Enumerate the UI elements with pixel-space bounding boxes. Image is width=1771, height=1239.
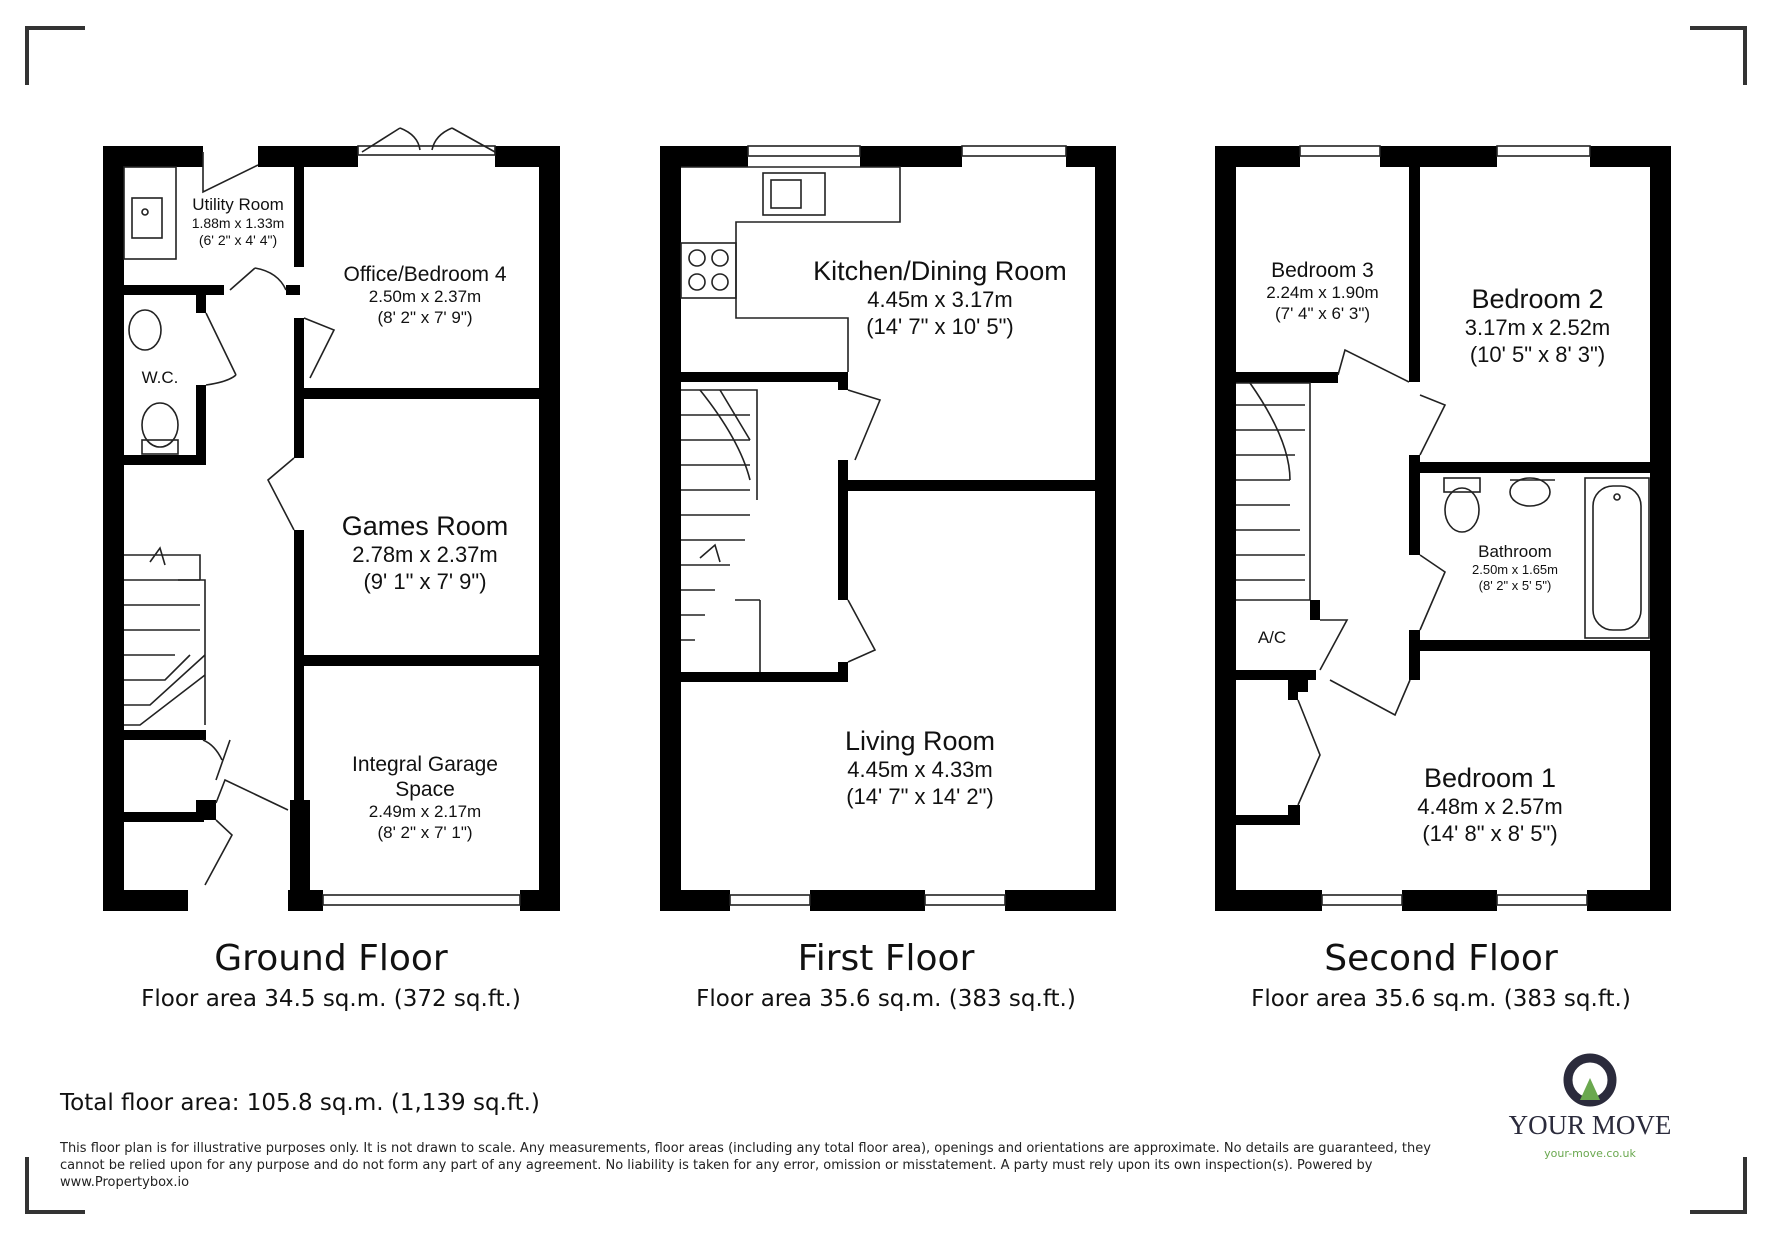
first-floor-area: Floor area 35.6 sq.m. (383 sq.ft.) [696, 986, 1076, 1012]
room-metric: 2.50m x 2.37m [368, 287, 482, 307]
room-utility [178, 195, 298, 249]
room-games-room [310, 510, 540, 595]
room-metric: 4.48m x 2.57m [1417, 794, 1563, 820]
room-metric: 2.78m x 2.37m [352, 542, 498, 568]
brand-block [1500, 1055, 1680, 1160]
room-imperial: (14' 8" x 8' 5") [1422, 820, 1558, 846]
brand-url: your-move.co.uk [1544, 1147, 1636, 1160]
room-metric: 2.24m x 1.90m [1266, 283, 1379, 303]
room-name: W.C. [141, 368, 179, 387]
room-name: Games Room [341, 511, 509, 541]
room-metric: 1.88m x 1.33m [191, 215, 285, 232]
room-name: A/C [1257, 628, 1287, 647]
ground-floor-title: Ground Floor [214, 938, 448, 979]
room-name: Bedroom 1 [1423, 763, 1557, 793]
room-name: Utility Room [192, 195, 284, 214]
room-wc [124, 368, 196, 388]
second-floor-title: Second Floor [1324, 938, 1558, 979]
room-name: Kitchen/Dining Room [813, 256, 1067, 286]
brand-name: YOUR MOVE [1508, 1110, 1672, 1140]
room-bedroom-2 [1430, 283, 1645, 368]
room-bathroom [1440, 542, 1590, 594]
first-floor-title: First Floor [797, 938, 975, 979]
room-imperial: (8' 2" x 7' 1") [377, 822, 473, 842]
room-metric: 2.50m x 1.65m [1472, 562, 1558, 578]
room-imperial: (9' 1" x 7' 9") [363, 568, 487, 594]
room-name: Bedroom 3 [1271, 259, 1374, 282]
room-name: Bathroom [1478, 542, 1552, 561]
room-imperial: (10' 5" x 8' 3") [1469, 341, 1606, 367]
room-metric: 3.17m x 2.52m [1464, 315, 1611, 341]
room-imperial: (6' 2" x 4' 4") [198, 232, 278, 249]
room-imperial: (8' 2" x 5' 5") [1478, 577, 1552, 593]
second-floor-area: Floor area 35.6 sq.m. (383 sq.ft.) [1251, 986, 1631, 1012]
room-bedroom-1 [1350, 762, 1630, 847]
room-name: Living Room [844, 726, 996, 756]
room-metric: 4.45m x 3.17m [867, 287, 1013, 313]
room-imperial: (14' 7" x 14' 2") [846, 783, 994, 809]
room-imperial: (7' 4" x 6' 3") [1274, 303, 1371, 323]
room-name: Office/Bedroom 4 [343, 263, 507, 286]
room-name-line1: Integral Garage [352, 753, 498, 776]
room-office-bedroom-4 [310, 262, 540, 328]
total-floor-area: Total floor area: 105.8 sq.m. (1,139 sq.ft.) [60, 1090, 540, 1116]
room-kitchen-dining [790, 255, 1090, 340]
disclaimer-text: This floor plan is for illustrative purposes only. It is not drawn to scale. Any measurements, floor areas (including any total floor area), openings and orientations are approximate. No details are guaranteed, they cannot be relied upon for any purpose and do not form any part of any agreement. No liability is taken for any error, omission or misstatement. A party must rely upon its own inspection(s). Powered by www.Propertybox.io [60, 1141, 1431, 1190]
room-name-line2: Space [395, 778, 455, 802]
room-integral-garage [310, 752, 540, 843]
room-bedroom-3 [1240, 258, 1405, 324]
room-metric: 2.49m x 2.17m [368, 802, 482, 822]
room-name: Bedroom 2 [1471, 284, 1604, 314]
room-living-room [770, 725, 1070, 810]
room-imperial: (14' 7" x 10' 5") [866, 313, 1014, 339]
room-imperial: (8' 2" x 7' 9") [377, 307, 473, 327]
room-ac [1236, 628, 1308, 648]
ground-floor-area: Floor area 34.5 sq.m. (372 sq.ft.) [141, 986, 521, 1012]
room-metric: 4.45m x 4.33m [847, 757, 993, 783]
